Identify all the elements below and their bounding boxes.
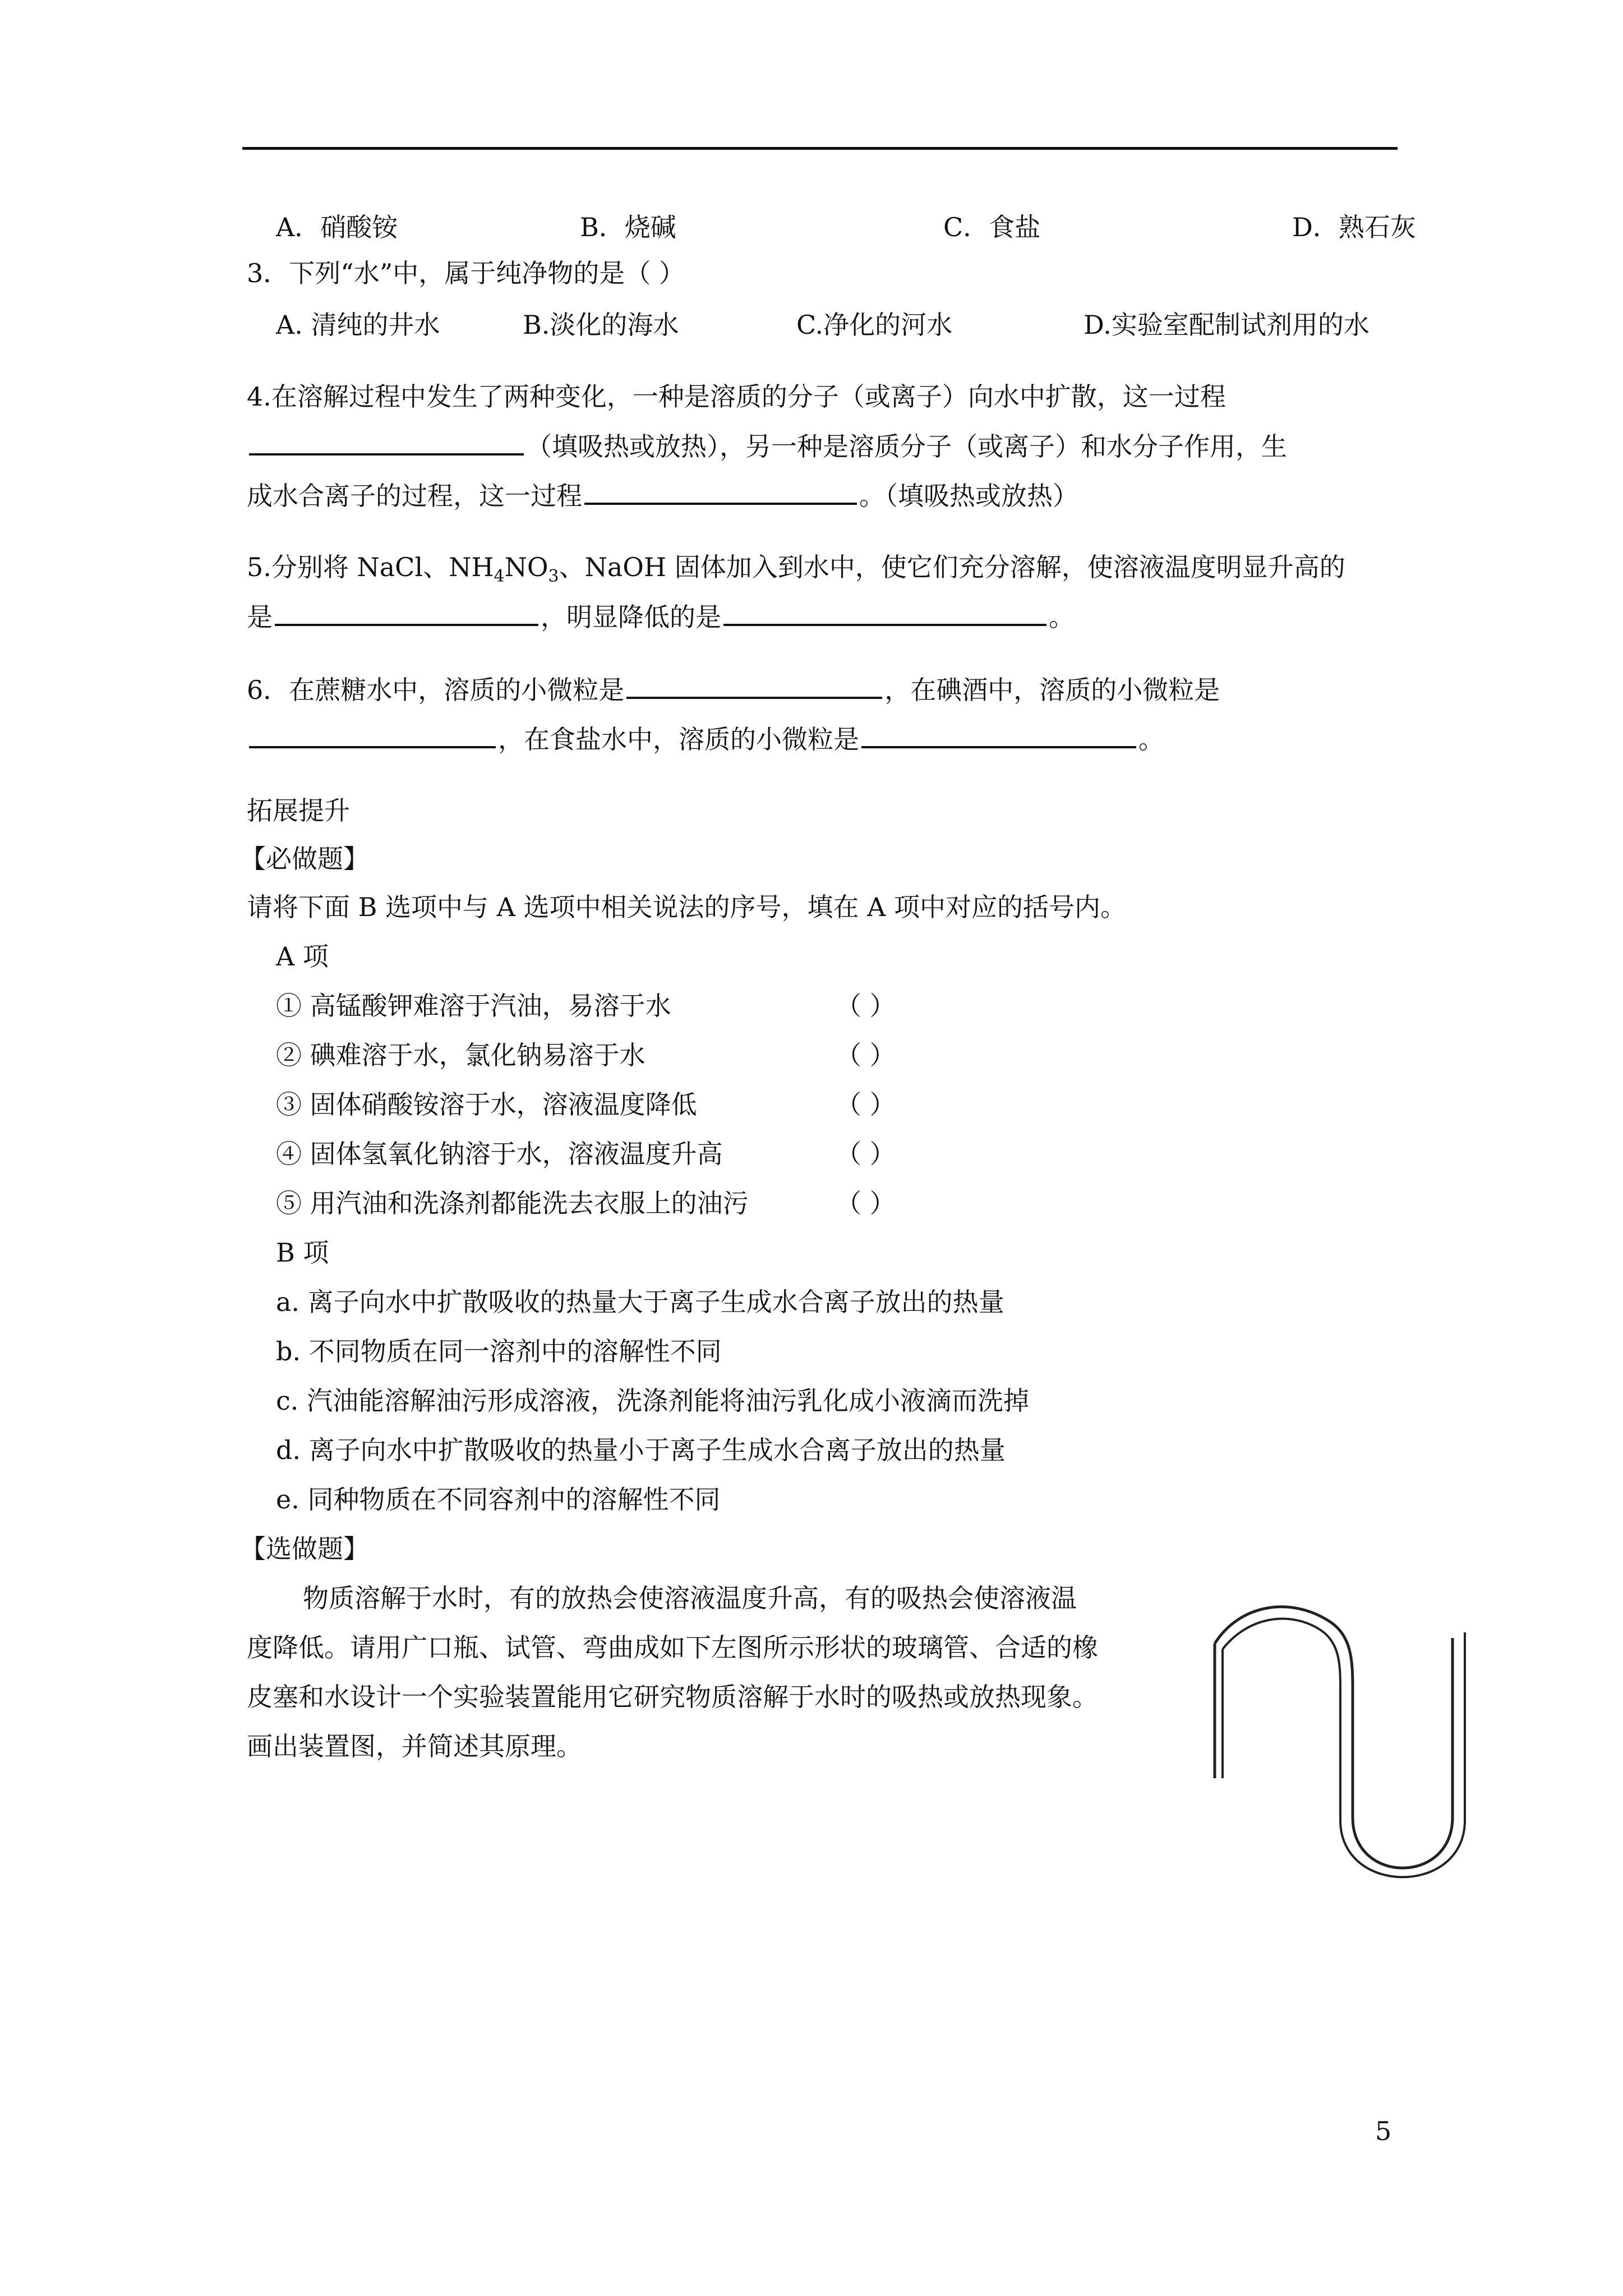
q4-line-2 xyxy=(247,429,1287,464)
a-item-3: ③ 固体硝酸铵溶于水，溶液温度降低 xyxy=(276,1089,697,1120)
q2-option-c: C．食盐 xyxy=(943,212,1041,242)
q6-text-d: 。 xyxy=(1138,724,1164,754)
a-item-1-bracket[interactable]: （ ） xyxy=(836,991,896,1021)
q6-text-a: 6．在蔗糖水中，溶质的小微粒是 xyxy=(247,675,625,705)
q2-option-d: D．熟石灰 xyxy=(1292,212,1416,242)
a-item-4: ④ 固体氢氧化钠溶于水，溶液温度升高 xyxy=(276,1139,723,1169)
b-item-a: a. 离子向水中扩散吸收的热量大于离子生成水合离子放出的热量 xyxy=(276,1287,1004,1317)
a-item-3-bracket[interactable]: （ ） xyxy=(836,1089,896,1120)
optional-line-3: 皮塞和水设计一个实验装置能用它研究物质溶解于水时的吸热或放热现象。 xyxy=(247,1682,1098,1712)
a-item-2-bracket[interactable]: （ ） xyxy=(836,1040,896,1070)
q3-option-c: C.净化的河水 xyxy=(796,310,953,340)
required-label: 【必做题】 xyxy=(240,844,369,874)
a-item-5: ⑤ 用汽油和洗涤剂都能洗去衣服上的油污 xyxy=(276,1188,749,1218)
q2-option-a: A．硝酸铵 xyxy=(276,212,398,242)
page-number: 5 xyxy=(1375,2116,1392,2146)
q3-option-b: B.淡化的海水 xyxy=(523,310,679,340)
b-label: B 项 xyxy=(276,1237,329,1268)
q4-line-3-text: 成水合离子的过程，这一过程 xyxy=(247,481,582,511)
q2-option-b: B．烧碱 xyxy=(580,212,676,242)
a-item-4-bracket[interactable]: （ ） xyxy=(836,1139,896,1169)
q5-text-c: 、NaOH 固体加入到水中，使它们充分溶解，使溶液温度明显升高的 xyxy=(559,552,1345,582)
q6-line-1 xyxy=(247,672,1220,707)
b-item-c: c. 汽油能溶解油污形成溶液，洗涤剂能将油污乳化成小液滴而洗掉 xyxy=(276,1386,1030,1416)
optional-label: 【选做题】 xyxy=(240,1534,369,1564)
q4-line-2-text: （填吸热或放热），另一种是溶质分子（或离子）和水分子作用，生 xyxy=(526,431,1287,462)
q5-subscript-3: 3 xyxy=(548,567,559,587)
a-item-5-bracket[interactable]: （ ） xyxy=(836,1188,896,1218)
section-heading: 拓展提升 xyxy=(247,795,350,826)
q6-blank-3[interactable] xyxy=(861,721,1136,748)
q4-line-3-end: 。（填吸热或放热） xyxy=(859,481,1078,511)
q4-line-1: 4.在溶解过程中发生了两种变化，一种是溶质的分子（或离子）向水中扩散，这一过程 xyxy=(247,381,1226,412)
q5-subscript-4: 4 xyxy=(494,567,505,587)
q5-line-2 xyxy=(247,599,1075,634)
b-item-e: e. 同种物质在不同容剂中的溶解性不同 xyxy=(276,1484,721,1515)
q5-line-1 xyxy=(247,550,1345,594)
optional-line-4: 画出装置图，并简述其原理。 xyxy=(247,1731,582,1761)
optional-line-2: 度降低。请用广口瓶、试管、弯曲成如下左图所示形状的玻璃管、合适的橡 xyxy=(247,1632,1098,1663)
header-rule xyxy=(242,147,1398,150)
b-item-b: b. 不同物质在同一溶剂中的溶解性不同 xyxy=(276,1336,722,1366)
q5-text-e: ，明显降低的是 xyxy=(541,602,721,632)
q5-text-f: 。 xyxy=(1049,602,1075,632)
q5-blank-2[interactable] xyxy=(723,599,1046,626)
bent-glass-tube-figure xyxy=(1206,1593,1475,1896)
q5-text-d: 是 xyxy=(247,602,273,632)
q6-blank-2[interactable] xyxy=(249,721,496,748)
q6-blank-1[interactable] xyxy=(626,672,882,699)
a-item-1: ① 高锰酸钾难溶于汽油，易溶于水 xyxy=(276,991,671,1021)
q4-blank-1[interactable] xyxy=(249,429,524,455)
instruction: 请将下面 B 选项中与 A 选项中相关说法的序号，填在 A 项中对应的括号内。 xyxy=(247,892,1126,922)
q5-text-a: 5.分别将 NaCl、NH xyxy=(247,552,494,582)
q6-text-c: ，在食盐水中，溶质的小微粒是 xyxy=(498,724,859,754)
q3-stem: 3．下列“水”中，属于纯净物的是（ ） xyxy=(247,258,685,288)
b-item-d: d. 离子向水中扩散吸收的热量小于离子生成水合离子放出的热量 xyxy=(276,1435,1006,1465)
q5-blank-1[interactable] xyxy=(275,599,538,626)
optional-line-1: 物质溶解于水时，有的放热会使溶液温度升高，有的吸热会使溶液温 xyxy=(303,1583,1077,1613)
q6-line-2 xyxy=(247,721,1164,757)
q4-line-3 xyxy=(247,478,1078,513)
q4-blank-2[interactable] xyxy=(584,478,857,505)
q5-text-b: NO xyxy=(504,552,548,582)
q6-text-b: ，在碘酒中，溶质的小微粒是 xyxy=(884,675,1220,705)
a-label: A 项 xyxy=(276,941,329,972)
q3-option-d: D.实验室配制试剂用的水 xyxy=(1083,310,1370,340)
a-item-2: ② 碘难溶于水，氯化钠易溶于水 xyxy=(276,1040,645,1070)
q3-option-a: A. 清纯的井水 xyxy=(276,310,440,340)
